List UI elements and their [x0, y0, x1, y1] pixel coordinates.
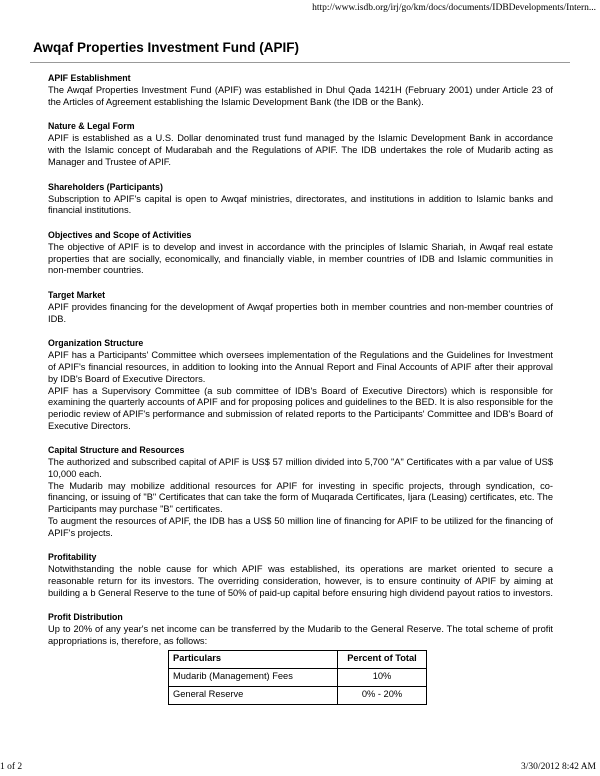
section-profitability	[48, 552, 553, 599]
document-body	[48, 73, 553, 718]
section-heading: APIF Establishment	[48, 73, 131, 83]
section-paragraph: APIF has a Participants' Committee which oversees implementation of the Regulations and the Guidelines for Investment of APIF's financial resources, in addition to looking into the Annual Report and Final Accounts of APIF after their approval by IDB's Board of Executive Directors.	[48, 350, 553, 384]
page-number: 1 of 2	[0, 762, 23, 772]
section-paragraph: Subscription to APIF's capital is open to Awqaf ministries, directorates, and institutions in addition to Islamic banks and financial institutions.	[48, 193, 553, 216]
section-heading: Shareholders (Participants)	[48, 181, 163, 192]
section-heading: Target Market	[48, 290, 106, 301]
section-heading: Organization Structure	[48, 338, 144, 349]
section-objectives	[48, 230, 553, 277]
section-heading: Profit Distribution	[48, 612, 123, 623]
profit-appropriation-table	[168, 650, 427, 705]
section-heading: Profitability	[48, 552, 97, 563]
section-paragraph: APIF has a Supervisory Committee (a sub committee of IDB's Board of Executive Directors) which is responsible for examining the quarterly accounts of APIF and for proposing polices and guidelines to the BED. It is also responsible for the periodic review of APIF's performance and submission of related reports to the Participants' Committee and IDB's Board of Executive Directors.	[48, 385, 553, 431]
table-header-cell: Percent of Total	[338, 650, 427, 668]
table-cell: 0% - 20%	[338, 686, 427, 704]
section-paragraph: The Mudarib may mobilize additional resources for APIF for investing in specific projects, through syndication, co-financing, or issuing of "B" Certificates that can take the form of Muqarada Certificates, Ijara (Leasing) certificates, etc. The Participants may purchase "B" certificates.	[48, 480, 553, 515]
section-profit-distribution	[48, 612, 553, 704]
table-row	[169, 686, 427, 704]
section-heading: Capital Structure and Resources	[48, 445, 185, 456]
table-header-row	[169, 650, 427, 668]
table-row	[169, 668, 427, 686]
section-establishment	[48, 73, 553, 108]
section-heading: Objectives and Scope of Activities	[48, 229, 192, 240]
print-timestamp: 3/30/2012 8:42 AM	[521, 762, 596, 772]
section-paragraph: The Awqaf Properties Investment Fund (APIF) was established in Dhul Qada 1421H (February 2001) under Article 23 of the Articles of Agreement establishing the Islamic Development Bank (the IDB or the Bank).	[48, 85, 553, 107]
section-paragraph: APIF is established as a U.S. Dollar denominated trust fund managed by the Islamic Development Bank in accordance with the Islamic concept of Mudarabah and the Regulations of APIF. The IDB undertakes the role of Mudarib acting as Manager and Trustee of APIF.	[48, 133, 553, 167]
section-shareholders	[48, 182, 553, 217]
section-nature	[48, 121, 553, 168]
section-target-market	[48, 290, 553, 325]
section-paragraph: APIF provides financing for the development of Awqaf properties both in member countries and non-member countries of IDB.	[48, 302, 553, 324]
section-paragraph: The authorized and subscribed capital of APIF is US$ 57 million divided into 5,700 "A" Certificates with a par value of US$ 10,000 each.	[48, 457, 553, 480]
section-heading: Nature & Legal Form	[48, 121, 135, 132]
title-divider	[30, 62, 570, 63]
section-organization	[48, 338, 553, 432]
section-paragraph: Up to 20% of any year's net income can be transferred by the Mudarib to the General Reserve. The total scheme of profit appropriations is, therefore, as follows:	[48, 624, 553, 647]
table-cell: 10%	[338, 668, 427, 686]
table-header-cell: Particulars	[169, 650, 338, 668]
document-title: Awqaf Properties Investment Fund (APIF)	[33, 40, 300, 55]
section-paragraph: To augment the resources of APIF, the IDB has a US$ 50 million line of financing for APIF to be utilized for the financing of APIF's projects.	[48, 515, 553, 538]
table-cell: Mudarib (Management) Fees	[169, 668, 338, 686]
section-paragraph: Notwithstanding the noble cause for which APIF was established, its operations are market oriented to secure a reasonable return for its investors. The overriding consideration, however, is to ensure continuity of APIF by aiming at building a b General Reserve to the tune of 50% of paid-up capital before ensuring high dividend payout ratios to investors.	[48, 564, 553, 598]
section-paragraph: The objective of APIF is to develop and invest in accordance with the principles of Islamic Shariah, in Awqaf real estate properties that are socially, economically, and financially viable, in member countries of IDB and Islamic communities in non-member countries.	[48, 241, 553, 276]
table-cell: General Reserve	[169, 686, 338, 704]
section-capital	[48, 445, 553, 539]
source-url: http://www.isdb.org/irj/go/km/docs/documents/IDBDevelopments/Intern...	[312, 3, 596, 13]
